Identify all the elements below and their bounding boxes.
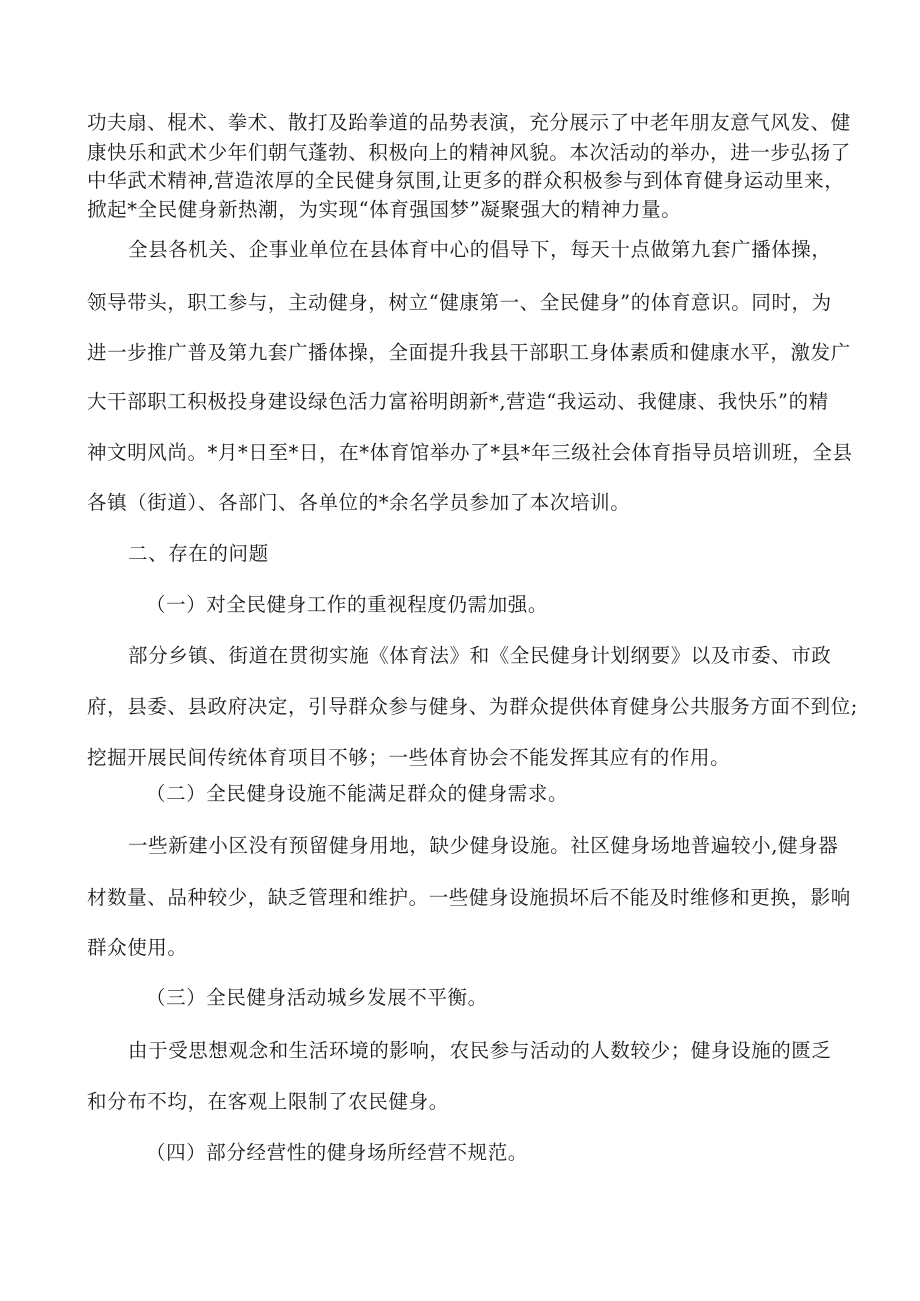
paragraph-line: 康快乐和武术少年们朝气蓬勃、积极向上的精神风貌。本次活动的举办，进一步弘扬了	[87, 141, 851, 164]
paragraph-line: 挖掘开展民间传统体育项目不够；一些体育协会不能发挥其应有的作用。	[87, 746, 731, 769]
paragraph-line: 府，县委、县政府决定，引导群众参与健身、为群众提供体育健身公共服务方面不到位;	[87, 695, 858, 718]
paragraph-line: 部分乡镇、街道在贯彻实施《体育法》和《全民健身计划纲要》以及市委、市政	[128, 644, 832, 667]
paragraph-line: 全县各机关、企事业单位在县体育中心的倡导下，每天十点做第九套广播体操，	[128, 238, 832, 261]
paragraph-line: 一些新建小区没有预留健身用地，缺少健身设施。社区健身场地普遍较小,健身器	[128, 834, 839, 857]
paragraph-line: 由于受思想观念和生活环境的影响，农民参与活动的人数较少；健身设施的匮乏	[128, 1039, 832, 1062]
paragraph-line: 和分布不均，在客观上限制了农民健身。	[87, 1090, 449, 1113]
subsection-heading: （一）对全民健身工作的重视程度仍需加强。	[146, 593, 549, 616]
paragraph-line: 神文明风尚。*月*日至*日，在*体育馆举办了*县*年三级社会体育指导员培训班，全县	[87, 441, 853, 464]
paragraph-line: 大干部职工积极投身建设绿色活力富裕明朗新*,营造“我运动、我健康、我快乐”的精	[87, 390, 829, 413]
paragraph-line: 中华武术精神,营造浓厚的全民健身氛围,让更多的群众积极参与到体育健身运动里来，	[87, 169, 845, 192]
paragraph-line: 领导带头，职工参与，主动健身，树立“健康第一、全民健身”的体育意识。同时，为	[87, 291, 832, 314]
paragraph-line: 进一步推广普及第九套广播体操，全面提升我县干部职工身体素质和健康水平，激发广	[87, 341, 851, 364]
section-heading: 二、存在的问题	[128, 542, 269, 565]
paragraph-line: 群众使用。	[87, 936, 188, 959]
subsection-heading: （四）部分经营性的健身场所经营不规范。	[146, 1141, 528, 1164]
paragraph-line: 各镇（街道）、各部门、各单位的*余名学员参加了本次培训。	[87, 491, 631, 514]
paragraph-line: 掀起*全民健身新热潮，为实现“体育强国梦”凝聚强大的精神力量。	[87, 198, 682, 221]
subsection-heading: （二）全民健身设施不能满足群众的健身需求。	[146, 782, 569, 805]
paragraph-line: 功夫扇、棍术、拳术、散打及跆拳道的品势表演，充分展示了中老年朋友意气风发、健	[87, 111, 851, 134]
subsection-heading: （三）全民健身活动城乡发展不平衡。	[146, 986, 488, 1009]
paragraph-line: 材数量、品种较少，缺乏管理和维护。一些健身设施损坏后不能及时维修和更换，影响	[87, 886, 851, 909]
